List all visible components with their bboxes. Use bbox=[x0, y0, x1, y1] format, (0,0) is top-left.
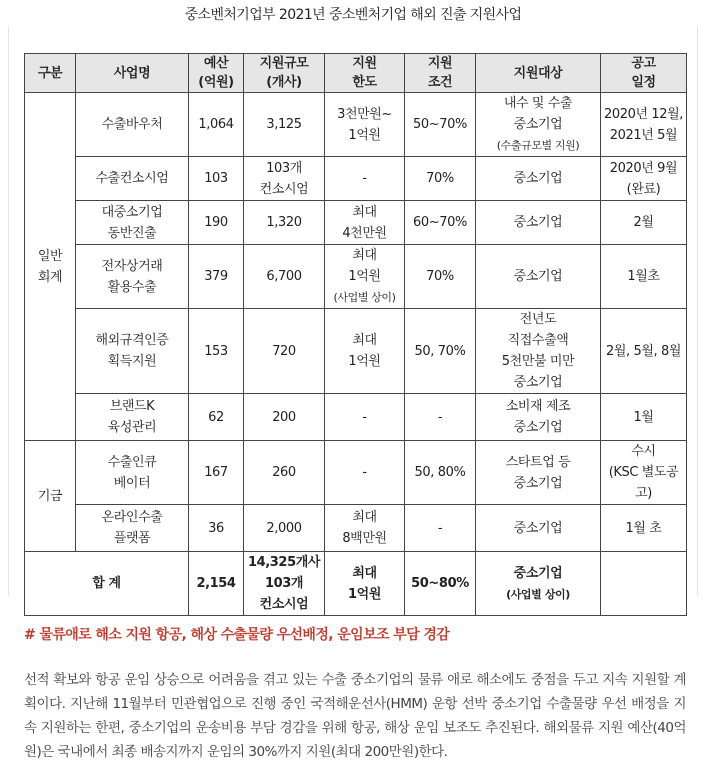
program-name-cell bbox=[76, 201, 189, 245]
limit-cell bbox=[325, 93, 405, 157]
target-cell-note: (수출규모별 지원) bbox=[496, 139, 580, 152]
header-cell-line: 지원규모 bbox=[259, 56, 309, 71]
schedule-cell bbox=[601, 201, 687, 245]
table-row bbox=[25, 201, 687, 245]
condition-cell bbox=[405, 157, 476, 201]
total-limit-cell-line: 최대 bbox=[352, 565, 377, 581]
target-cell bbox=[476, 93, 601, 157]
header-cell-line: (개사) bbox=[266, 75, 302, 90]
limit-cell-line: 8백만원 bbox=[342, 531, 387, 546]
table-row bbox=[25, 245, 687, 309]
total-label-cell-line: 합 계 bbox=[92, 576, 121, 591]
target-cell-line: 중소기업 bbox=[513, 215, 563, 230]
schedule-cell-line: 2020년 12월, bbox=[603, 106, 683, 122]
limit-cell-line: - bbox=[362, 171, 367, 186]
target-cell-line: 중소기업 bbox=[513, 475, 563, 491]
budget-cell-line: 36 bbox=[208, 520, 224, 536]
scale-cell bbox=[244, 505, 325, 552]
scale-cell-line: 3,125 bbox=[266, 117, 302, 132]
total-scale-cell-line: 14,325개사 bbox=[247, 555, 321, 570]
limit-cell-line: 1억원 bbox=[348, 127, 381, 143]
condition-cell bbox=[405, 93, 476, 157]
header-cell bbox=[405, 54, 476, 93]
target-cell-line: 내수 및 수출 bbox=[503, 96, 573, 111]
budget-cell bbox=[189, 394, 244, 441]
total-target-cell-line: 중소기업 bbox=[513, 565, 563, 581]
program-name-cell-line: 육성관리 bbox=[107, 420, 157, 435]
scale-cell-line: 200 bbox=[272, 409, 296, 425]
budget-cell bbox=[189, 201, 244, 245]
program-name-cell-line: 브랜드K bbox=[109, 399, 155, 414]
condition-cell bbox=[405, 245, 476, 309]
schedule-cell bbox=[601, 157, 687, 201]
target-cell bbox=[476, 245, 601, 309]
header-cell-line: 지원대상 bbox=[513, 65, 563, 81]
program-name-cell-line: 수출인큐 bbox=[107, 454, 157, 470]
header-cell-line: 지원 bbox=[427, 56, 453, 71]
condition-cell-line: - bbox=[437, 520, 443, 536]
scale-cell bbox=[244, 201, 325, 245]
target-cell bbox=[476, 309, 601, 394]
scale-cell-line: 6,700 bbox=[266, 269, 302, 284]
budget-cell-line: 190 bbox=[204, 215, 228, 230]
schedule-cell-line: 1월 bbox=[633, 409, 654, 425]
schedule-cell-line: 1월초 bbox=[627, 269, 660, 284]
total-budget-cell-line: 2,154 bbox=[196, 576, 236, 591]
total-condition-cell-line: 50~80% bbox=[411, 576, 469, 591]
header-cell-line: (억원) bbox=[198, 75, 234, 90]
header-cell-line: 구분 bbox=[37, 65, 63, 81]
schedule-cell bbox=[601, 309, 687, 394]
group-cell-line: 기금 bbox=[37, 488, 63, 504]
program-name-cell-line: 수출바우처 bbox=[101, 117, 163, 132]
condition-cell bbox=[405, 394, 476, 441]
condition-cell bbox=[405, 309, 476, 394]
program-name-cell-line: 전자상거래 bbox=[101, 258, 163, 274]
program-name-cell bbox=[76, 245, 189, 309]
total-scale-cell-line: 103개 bbox=[264, 576, 304, 591]
budget-cell bbox=[189, 245, 244, 309]
limit-cell-note: (사업별 상이) bbox=[333, 291, 396, 304]
group-cell bbox=[25, 93, 76, 441]
header-cell bbox=[189, 54, 244, 93]
total-condition-cell bbox=[405, 552, 476, 616]
total-limit-cell bbox=[325, 552, 405, 616]
scale-cell bbox=[244, 157, 325, 201]
limit-cell bbox=[325, 245, 405, 309]
table-row bbox=[25, 505, 687, 552]
limit-cell-line: 최대 bbox=[352, 204, 377, 220]
group-cell-line: 일반 bbox=[37, 248, 63, 264]
scale-cell-line: 260 bbox=[272, 465, 296, 480]
header-cell bbox=[325, 54, 405, 93]
page-title: 중소벤처기업부 2021년 중소벤처기업 해외 진출 지원사업 bbox=[184, 7, 522, 23]
total-target-cell bbox=[476, 552, 601, 616]
scale-cell-line: 103개 bbox=[266, 160, 302, 176]
limit-cell bbox=[325, 157, 405, 201]
scale-cell-line: 2,000 bbox=[266, 520, 302, 536]
program-name-cell bbox=[76, 441, 189, 505]
target-cell-line: 전년도 bbox=[519, 312, 557, 327]
header-cell-line: 사업명 bbox=[113, 65, 151, 81]
scale-cell bbox=[244, 309, 325, 394]
condition-cell-line: 50, 80% bbox=[414, 465, 466, 480]
section-heading: # 물류애로 해소 지원 항공, 해상 수출물량 우선배정, 운임보조 부담 경감 bbox=[24, 627, 450, 643]
header-cell-line: 조건 bbox=[427, 75, 453, 90]
program-name-cell-line: 동반진출 bbox=[107, 225, 157, 241]
schedule-cell bbox=[601, 505, 687, 552]
table-header-row bbox=[25, 54, 687, 93]
header-cell-line: 예산 bbox=[203, 56, 229, 71]
scale-cell-line: 720 bbox=[272, 343, 296, 359]
condition-cell-line: 70% bbox=[426, 171, 454, 186]
group-cell-line: 회계 bbox=[37, 269, 63, 285]
support-program-table bbox=[24, 53, 687, 616]
total-label-cell bbox=[25, 552, 189, 616]
target-cell-line: 중소기업 bbox=[513, 269, 563, 284]
table-row bbox=[25, 309, 687, 394]
target-cell bbox=[476, 201, 601, 245]
schedule-cell-line: (KSC 별도공고) bbox=[608, 465, 679, 501]
schedule-cell bbox=[601, 394, 687, 441]
program-name-cell-line: 대중소기업 bbox=[101, 204, 163, 220]
budget-cell bbox=[189, 505, 244, 552]
program-name-cell bbox=[76, 93, 189, 157]
limit-cell-line: 최대 bbox=[352, 333, 377, 348]
schedule-cell-line: 2월 bbox=[633, 215, 654, 230]
condition-cell-line: 50~70% bbox=[413, 117, 467, 132]
target-cell-line: 스타트업 등 bbox=[505, 454, 571, 470]
condition-cell-line: 70% bbox=[426, 269, 454, 284]
target-cell-line: 5천만불 미만 bbox=[501, 354, 575, 369]
scale-cell bbox=[244, 441, 325, 505]
program-name-cell-line: 해외규격인증 bbox=[95, 333, 169, 348]
header-cell bbox=[76, 54, 189, 93]
limit-cell-line: 4천만원 bbox=[342, 225, 387, 241]
limit-cell bbox=[325, 394, 405, 441]
limit-cell bbox=[325, 505, 405, 552]
table-row bbox=[25, 93, 687, 157]
total-target-cell-note: (사업별 상이) bbox=[506, 587, 570, 601]
target-cell-line: 직접수출액 bbox=[507, 333, 569, 348]
budget-cell-line: 103 bbox=[204, 171, 228, 186]
program-name-cell-line: 플랫폼 bbox=[113, 531, 151, 546]
budget-cell-line: 153 bbox=[204, 343, 228, 359]
limit-cell-line: 1억원 bbox=[348, 269, 381, 284]
budget-cell bbox=[189, 441, 244, 505]
schedule-cell-line: (완료) bbox=[626, 181, 661, 197]
limit-cell-line: - bbox=[362, 465, 367, 480]
budget-cell-line: 379 bbox=[204, 269, 228, 284]
target-cell-line: 중소기업 bbox=[513, 520, 563, 536]
total-schedule-cell bbox=[601, 552, 687, 616]
program-name-cell bbox=[76, 394, 189, 441]
budget-cell-line: 1,064 bbox=[198, 117, 234, 132]
program-name-cell bbox=[76, 157, 189, 201]
schedule-cell bbox=[601, 245, 687, 309]
limit-cell-line: 최대 bbox=[352, 248, 377, 263]
header-cell-line: 지원 bbox=[352, 56, 377, 71]
scale-cell-line: 컨소시엄 bbox=[259, 181, 309, 197]
limit-cell-line: 3천만원~ bbox=[337, 106, 392, 122]
limit-cell bbox=[325, 441, 405, 505]
table-row bbox=[25, 441, 687, 505]
budget-cell-line: 167 bbox=[204, 465, 228, 480]
program-name-cell-line: 활용수출 bbox=[107, 279, 157, 295]
header-cell-line: 한도 bbox=[352, 75, 377, 90]
program-name-cell-line: 온라인수출 bbox=[101, 510, 163, 525]
scale-cell bbox=[244, 245, 325, 309]
limit-cell-line: 1억원 bbox=[348, 354, 381, 369]
scale-cell bbox=[244, 93, 325, 157]
condition-cell-line: 50, 70% bbox=[414, 343, 466, 359]
program-name-cell bbox=[76, 505, 189, 552]
total-scale-cell-line: 컨소시엄 bbox=[259, 597, 309, 612]
program-name-cell bbox=[76, 309, 189, 394]
scale-cell-line: 1,320 bbox=[266, 215, 302, 230]
header-cell bbox=[244, 54, 325, 93]
schedule-cell-line: 1월 초 bbox=[625, 520, 662, 536]
header-cell-line: 공고 bbox=[631, 56, 656, 71]
target-cell bbox=[476, 441, 601, 505]
header-cell bbox=[476, 54, 601, 93]
total-budget-cell bbox=[189, 552, 244, 616]
schedule-cell-line: 2020년 9월 bbox=[609, 160, 678, 176]
total-scale-cell bbox=[244, 552, 325, 616]
target-cell bbox=[476, 394, 601, 441]
target-cell-line: 중소기업 bbox=[513, 171, 563, 186]
condition-cell bbox=[405, 201, 476, 245]
program-name-cell-line: 수출컨소시엄 bbox=[95, 171, 169, 186]
condition-cell bbox=[405, 441, 476, 505]
target-cell-line: 중소기업 bbox=[513, 375, 563, 390]
scale-cell bbox=[244, 394, 325, 441]
schedule-cell-line: 2월, 5월, 8월 bbox=[605, 343, 682, 359]
header-cell bbox=[25, 54, 76, 93]
target-cell bbox=[476, 505, 601, 552]
limit-cell bbox=[325, 201, 405, 245]
total-limit-cell-line: 1억원 bbox=[348, 586, 381, 602]
group-cell bbox=[25, 441, 76, 552]
budget-cell bbox=[189, 309, 244, 394]
target-cell-line: 중소기업 bbox=[513, 117, 563, 132]
target-cell-line: 소비재 제조 bbox=[505, 399, 571, 414]
body-paragraph: 선적 확보와 항공 운임 상승으로 어려움을 겪고 있는 수출 중소기업의 물류 애로 해소에도 중점을 두고 지속 지원할 계획이다. 지난해 11월부터 민관협업으로 진행 중인 국적해운선사(HMM) 운항 선박 중소기업 수출물량 우선 배정을 지속 지원하는 한편, 중소기업의 운송비용 부담 경감을 위해 항공, 해상 운임 보조도 추진된다. 해외물류 지원 예산(40억 원)은 국내에서 최종 배송지까지 운임의 30%까지 지원(최대 200만원)한다. bbox=[24, 672, 686, 760]
limit-cell bbox=[325, 309, 405, 394]
table-row bbox=[25, 157, 687, 201]
budget-cell bbox=[189, 93, 244, 157]
total-row bbox=[25, 552, 687, 616]
header-cell-line: 일정 bbox=[631, 75, 656, 90]
limit-cell-line: - bbox=[362, 409, 367, 425]
schedule-cell-line: 수시 bbox=[631, 444, 656, 459]
budget-cell bbox=[189, 157, 244, 201]
table-row bbox=[25, 394, 687, 441]
program-name-cell-line: 베이터 bbox=[113, 475, 151, 491]
condition-cell bbox=[405, 505, 476, 552]
limit-cell-line: 최대 bbox=[352, 510, 377, 525]
budget-cell-line: 62 bbox=[208, 409, 224, 425]
header-cell bbox=[601, 54, 687, 93]
condition-cell-line: - bbox=[437, 409, 443, 425]
target-cell-line: 중소기업 bbox=[513, 420, 563, 435]
schedule-cell bbox=[601, 441, 687, 505]
program-name-cell-line: 획득지원 bbox=[107, 354, 157, 369]
schedule-cell bbox=[601, 93, 687, 157]
target-cell bbox=[476, 157, 601, 201]
schedule-cell-line: 2021년 5월 bbox=[609, 127, 678, 143]
condition-cell-line: 60~70% bbox=[413, 215, 467, 230]
